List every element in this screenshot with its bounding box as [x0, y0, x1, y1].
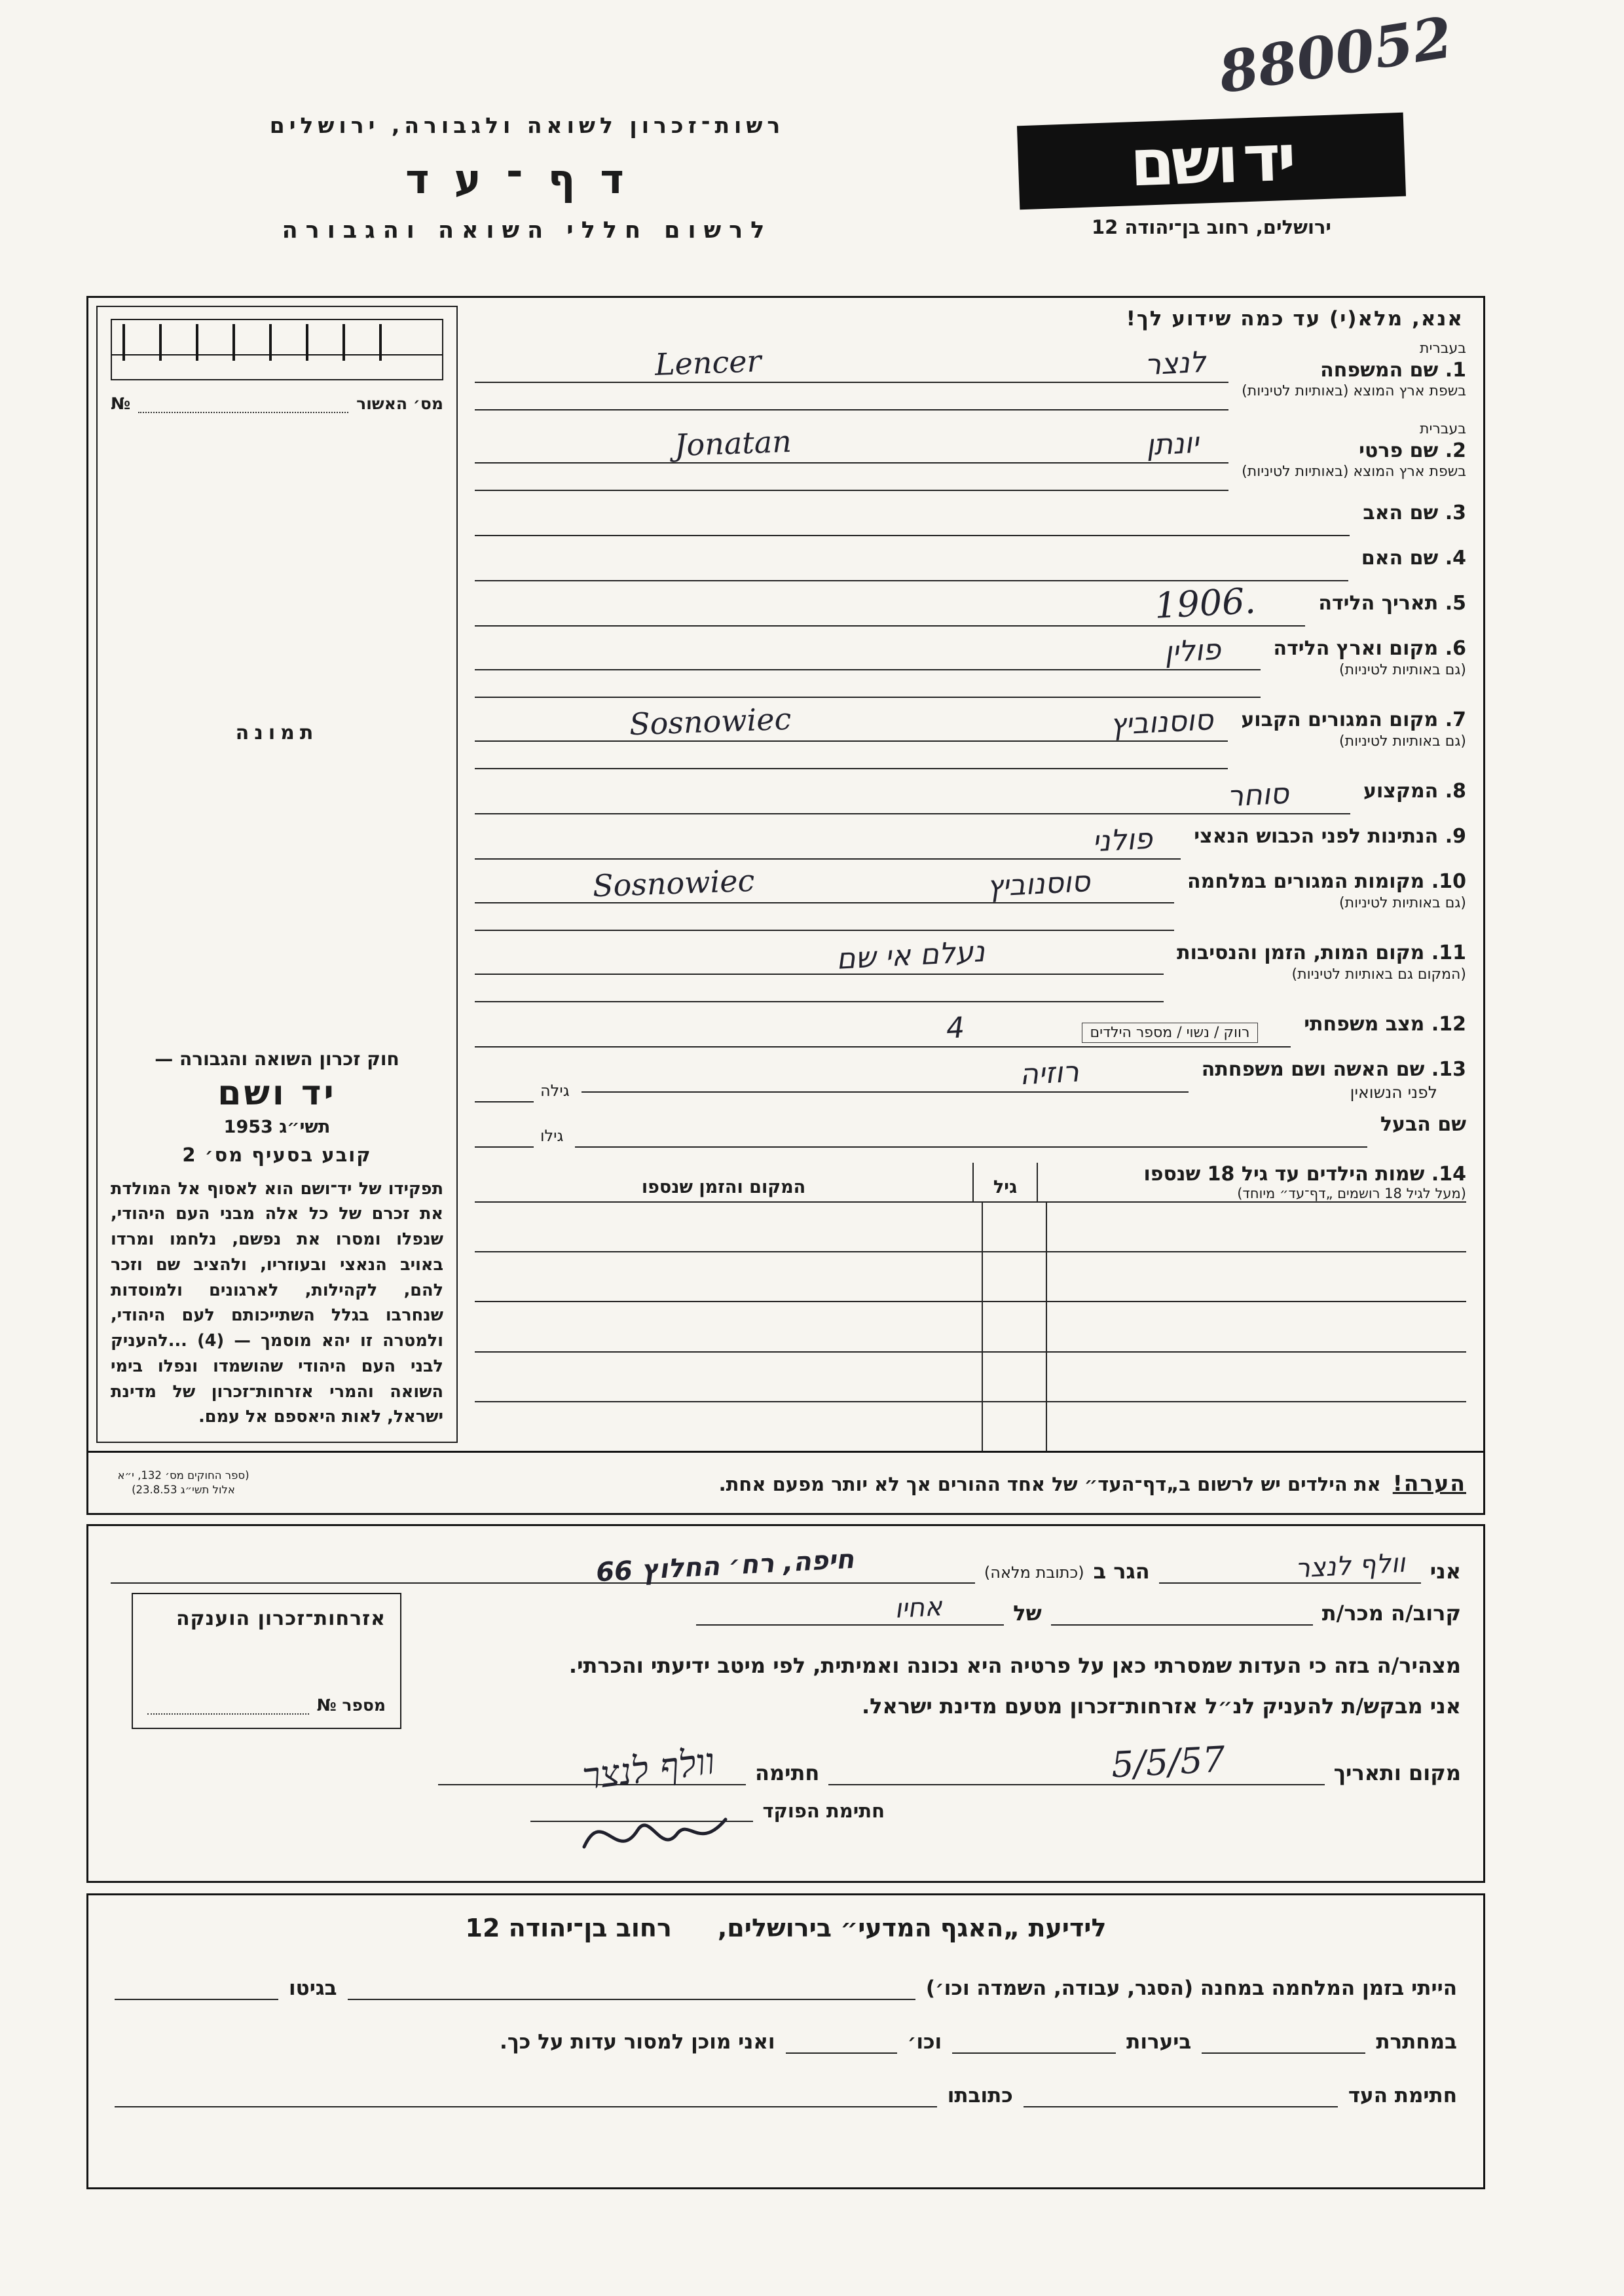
witness-signature-line — [1024, 2084, 1338, 2107]
declarant-row — [111, 1542, 1461, 1588]
children-table-row — [475, 1203, 1466, 1252]
handwriting-first-name-latin: Jonatan — [673, 423, 792, 464]
field-number: 6. — [1445, 637, 1466, 660]
page-subtitle: לרשום חללי השואה והגבורה — [282, 217, 773, 244]
field-family-name — [475, 340, 1466, 410]
answer-line — [475, 748, 1228, 769]
column-header-place-time: המקום והזמן שנספו — [641, 1176, 806, 1197]
handwriting-signature: וולף לנצר — [580, 1740, 718, 1799]
field-number: 14. — [1431, 1162, 1466, 1186]
underground-label: במחתרת — [1376, 2030, 1457, 2054]
field-family-name-labels — [1228, 340, 1466, 410]
granted-title: אזרחות־זכרון הוענקה — [175, 1607, 386, 1630]
handwriting-place-of-death: נעלם אי שם — [835, 935, 986, 976]
field-label: מקום המות, הזמן והנסיבות — [1177, 941, 1425, 964]
main-form-box — [86, 296, 1485, 1515]
declaration-statement: מצהיר/ה בזה כי העדות שמסרתי כאן על פרטיה היא נכונה ואמיתית, לפי מיטב ידיעתי והכרתי. — [568, 1653, 1461, 1678]
etc-label: וכו׳ — [907, 2030, 942, 2054]
field-place-of-death — [475, 935, 1466, 1002]
answer-line — [475, 935, 1164, 976]
relation-line — [1051, 1599, 1313, 1626]
answer-line — [475, 981, 1164, 1002]
field-number: 4. — [1445, 547, 1466, 570]
field-label: תאריך הלידה — [1318, 592, 1439, 615]
field-number: 9. — [1445, 825, 1466, 848]
declarant-name-line — [1159, 1548, 1421, 1584]
answer-line — [475, 579, 1305, 627]
field-label: שם האם — [1361, 547, 1439, 570]
logo-plate — [1017, 113, 1406, 210]
field-label-line2: לפני הנשואין — [1350, 1082, 1437, 1102]
handwriting-wartime-residence-latin: Sosnowiec — [592, 862, 756, 904]
form-body — [88, 298, 1483, 1451]
answer-line — [475, 632, 1261, 670]
field-label: שם המשפחה — [1320, 358, 1439, 382]
field-label: מצב משפחתי — [1304, 1013, 1425, 1036]
field-number: 12. — [1431, 1013, 1466, 1036]
relative-label: קרוב/ה מכר/ת — [1321, 1601, 1461, 1626]
children-table-row — [475, 1402, 1466, 1451]
tally-box — [111, 319, 443, 380]
law-reference: (ספר החוקים מס׳ 132, י״א אלול תשי״ג 23.8.53) — [117, 1468, 249, 1496]
answer-line — [475, 423, 1228, 464]
witness-address-label: כתובתו — [947, 2084, 1013, 2107]
label-origin-language: בשפת ארץ המוצא (באותיות לטיניות) — [1242, 464, 1466, 480]
clerk-signature-label: חתימת הפוקד — [762, 1800, 885, 1822]
label-also-latin: (גם באותיות לטיניות) — [1339, 733, 1466, 750]
handwriting-date: 5/5/57 — [1110, 1738, 1227, 1786]
handwriting-residence-latin: Sosnowiec — [629, 701, 792, 742]
handwriting-residence-hebrew: סוסנוביץ — [1109, 702, 1214, 742]
children-table — [475, 1163, 1466, 1451]
clerk-signature-mark — [576, 1801, 733, 1867]
numero-sign: № — [111, 394, 131, 413]
fields-column — [458, 298, 1483, 1451]
declaration-box — [86, 1524, 1485, 1883]
office-address: ירושלים, רחוב בן־יהודה 12 — [1092, 216, 1331, 238]
handwriting-profession: סוחר — [1227, 776, 1290, 814]
underground-line — [1202, 2030, 1365, 2054]
law-text: תפקידו של יד־ושם הוא לאסוף אל המולדת את זכרם של כל אלה מבני העם היהודי, שנפלו ומסרו את נפשם, נלחמו ומרדו באויב הנאצי ובעוזריו, ולהציב שם וזכר להם, לקהילות, לארגונים ולמוסדות שנחרבו בגלל השתייכותם לעם היהודי, ולמטרה זו יהא מוסמך — (4) ...להעניק לבני העם היהודי שהושמדו ונפלו בימי השואה והמרי אזרחות־זכרון של מדינת ישראל, לאות היאספם אל עמם. — [111, 1178, 443, 1427]
note-text: את הילדים יש לרשום ב„דף־העד״ של אחד ההורים אך לא יותר מפעם אחת. — [718, 1472, 1381, 1495]
handwriting-citizenship: פולני — [1091, 822, 1154, 859]
handwriting-declarant-name: וולף לנצר — [1294, 1548, 1406, 1584]
handwriting-relation: אחיו — [894, 1592, 944, 1624]
field-number: 11. — [1431, 941, 1466, 964]
answer-line — [575, 1123, 1367, 1148]
field-first-name-lines — [475, 420, 1228, 491]
law-section: קובע בסעיף מס׳ 2 — [182, 1143, 372, 1166]
approval-number-row — [111, 392, 443, 413]
fill-in-instruction: אנא, מלא(י) עד כמה שידוע לך! — [1126, 307, 1464, 331]
field-number: 7. — [1445, 708, 1466, 731]
handwriting-family-name-hebrew: לנצר — [1143, 345, 1207, 382]
witness-address-line — [115, 2084, 937, 2107]
field-label: המקצוע — [1363, 780, 1439, 803]
etc-line — [786, 2030, 897, 2054]
label-in-hebrew: בעברית — [1419, 421, 1466, 437]
granted-number-label: מספר № — [316, 1696, 386, 1715]
children-table-row — [475, 1302, 1466, 1352]
handwriting-birth-place: פולין — [1163, 632, 1222, 670]
witness-signature-label: חתימת העד — [1348, 2084, 1457, 2107]
answer-line — [475, 910, 1174, 931]
field-profession — [475, 776, 1466, 814]
answer-line — [475, 776, 1350, 814]
date-signature-row — [111, 1738, 1461, 1799]
field-marital-status — [475, 1012, 1466, 1048]
of-whom-line — [696, 1592, 1004, 1626]
signature-label: חתימה — [755, 1760, 820, 1785]
field-label: מקום המגורים הקבוע — [1241, 708, 1439, 731]
field-label: שם האב — [1363, 501, 1439, 524]
field-first-name-labels — [1228, 420, 1466, 491]
field-family-name-lines — [475, 340, 1228, 410]
marital-status-options: רווק / נשוי / מספר הילדים — [1082, 1023, 1259, 1043]
sidebar — [96, 306, 458, 1443]
label-also-latin-place: (המקום גם באותיות לטיניות) — [1291, 966, 1466, 983]
field-number: 5. — [1445, 592, 1466, 615]
header — [157, 113, 897, 244]
children-table-row — [475, 1252, 1466, 1302]
field-label: מקומות המגורים במלחמה — [1187, 870, 1425, 893]
field-label: הנתינות לפני הכבוש הנאצי — [1194, 825, 1439, 848]
handwriting-first-name-hebrew: יונתן — [1145, 426, 1200, 463]
children-table-row — [475, 1353, 1466, 1402]
label-origin-language: בשפת ארץ המוצא (באותיות לטיניות) — [1242, 383, 1466, 399]
declarant-address-line — [111, 1544, 975, 1588]
field-number: 13. — [1431, 1058, 1466, 1081]
law-year: תשי״ג 1953 — [223, 1116, 331, 1137]
serial-number-handwritten: 880052 — [1214, 4, 1457, 107]
ghetto-line — [115, 1977, 278, 2000]
field-wife-name — [475, 1057, 1466, 1102]
field-label: שמות הילדים עד גיל 18 שנספו — [1143, 1162, 1425, 1186]
field-birth-place — [475, 632, 1466, 698]
field-permanent-residence — [475, 701, 1466, 769]
photo-placeholder: תמונה — [235, 721, 319, 745]
field-first-name — [475, 420, 1466, 491]
label-also-latin: (גם באותיות לטיניות) — [1339, 661, 1466, 678]
his-age-line — [475, 1124, 534, 1148]
field-label: שם הבעל — [1380, 1112, 1466, 1136]
underground-row — [115, 2030, 1457, 2054]
answer-line — [475, 343, 1228, 383]
handwriting-children-count: 4 — [945, 1011, 966, 1046]
field-label: שם האשה ושם משפחתה — [1201, 1058, 1425, 1081]
citizenship-request: אני מבקש/ת להעניק לנ״ל אזרחות־זכרון מטעם מדינת ישראל. — [862, 1694, 1461, 1719]
full-address-label: (כתובת מלאה) — [984, 1563, 1084, 1582]
approval-number-label: מס׳ האשור — [356, 394, 443, 413]
column-header-age: גיל — [972, 1163, 1038, 1201]
i-label: אני — [1430, 1559, 1461, 1584]
witness-signature-row — [115, 2084, 1457, 2107]
note-label: הערה! — [1392, 1470, 1466, 1496]
resides-label: הגר ב — [1093, 1559, 1150, 1584]
clerk-signature-row — [111, 1795, 885, 1822]
granted-number-row — [147, 1695, 386, 1715]
her-age-line — [475, 1079, 534, 1102]
answer-line — [475, 511, 1350, 536]
title-part-2: רחוב בן־יהודה 12 — [465, 1914, 672, 1942]
granted-number-line — [147, 1695, 309, 1715]
clerk-signature-line — [530, 1795, 753, 1822]
her-age-label: גילה — [540, 1081, 570, 1100]
place-date-label: מקום ותאריך — [1333, 1760, 1461, 1785]
field-wartime-residence — [475, 862, 1466, 931]
field-number: 10. — [1431, 870, 1466, 893]
ready-to-testify-label: ואני מוכן למסור עדות על כך. — [500, 2030, 775, 2054]
field-label: שם פרטי — [1359, 439, 1439, 462]
scientific-division-box — [86, 1893, 1485, 2189]
label-also-latin: (גם באותיות לטיניות) — [1339, 894, 1466, 911]
field-number: 1. — [1445, 358, 1466, 382]
field-husband-name — [475, 1112, 1466, 1148]
ghetto-label: בגיטו — [289, 1977, 337, 2000]
approval-number-line — [138, 392, 348, 413]
note-strip — [88, 1451, 1483, 1513]
logo-text: יד ושם — [1128, 120, 1295, 202]
org-line: רשות־זכרון לשואה ולגבורה, ירושלים — [269, 113, 785, 138]
his-age-label: גילו — [540, 1126, 564, 1145]
answer-line — [475, 388, 1228, 410]
children-table-note: (מעל לגיל 18 רושמים „דף־עד״ מיוחד) — [1237, 1185, 1466, 1201]
camp-label: הייתי בזמן המלחמה במחנה (הסגר, עבודה, השמדה וכו׳) — [925, 1977, 1457, 2000]
handwriting-wartime-residence-hebrew: סוסנוביץ — [986, 864, 1092, 904]
children-table-header — [475, 1163, 1466, 1203]
law-title-line: חוק זכרון השואה והגבורה — — [155, 1048, 399, 1070]
scientific-division-title — [115, 1914, 1457, 1942]
field-birth-date — [475, 579, 1466, 627]
answer-line — [475, 822, 1181, 860]
title-part-1: לידיעת „האגף המדעי״ בירושלים, — [717, 1914, 1107, 1942]
camp-line — [348, 1977, 915, 2000]
field-father-name — [475, 501, 1466, 536]
handwriting-wife-name: רוזיה — [1018, 1055, 1080, 1092]
label-in-hebrew: בעברית — [1419, 340, 1466, 357]
law-excerpt — [111, 1048, 443, 1430]
memorial-citizenship-granted-box — [132, 1593, 401, 1729]
date-line — [828, 1738, 1324, 1786]
answer-line — [475, 862, 1174, 904]
law-yad-vashem: יד ושם — [217, 1073, 337, 1113]
camp-row — [115, 1977, 1457, 2000]
field-mother-name — [475, 546, 1466, 581]
forests-label: ביערות — [1126, 2030, 1192, 2054]
answer-line — [475, 701, 1228, 742]
forests-line — [952, 2030, 1116, 2054]
field-citizenship — [475, 824, 1466, 860]
field-number: 8. — [1445, 780, 1466, 803]
field-number: 3. — [1445, 501, 1466, 524]
field-label: מקום וארץ הלידה — [1273, 637, 1439, 660]
handwriting-birth-date: 1906. — [1153, 579, 1257, 627]
answer-line — [475, 1011, 1291, 1048]
of-label: של — [1013, 1601, 1042, 1626]
handwriting-family-name-latin: Lencer — [654, 343, 762, 382]
answer-line — [475, 677, 1261, 698]
page-title: דף־עד — [405, 155, 649, 203]
signature-line — [438, 1740, 746, 1799]
answer-line — [581, 1055, 1189, 1093]
handwriting-declarant-address: חיפה, רח׳ החלוץ 66 — [595, 1544, 855, 1588]
answer-line — [475, 556, 1348, 581]
answer-line — [475, 469, 1228, 491]
field-number: 2. — [1445, 439, 1466, 462]
yad-vashem-logo — [1018, 119, 1405, 238]
